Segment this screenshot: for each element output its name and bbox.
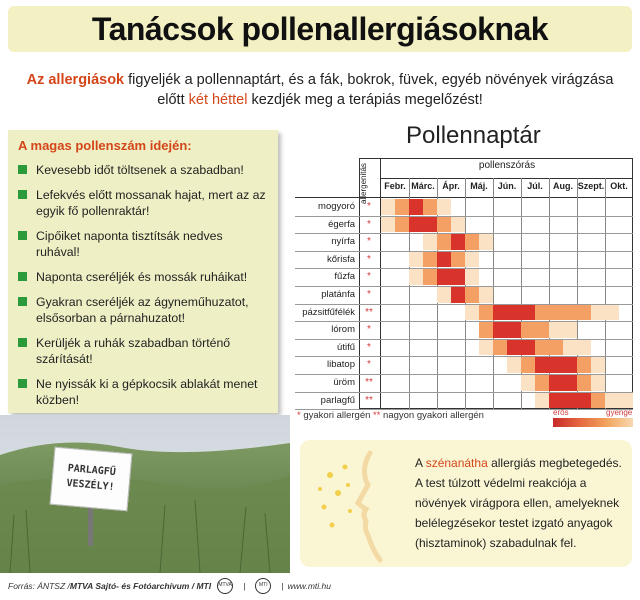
scale-strong-label: erős	[553, 408, 569, 417]
pollen-bar-segment	[591, 393, 605, 409]
intro-text	[20, 70, 620, 110]
pollen-bar-segment	[437, 234, 451, 250]
plant-label: útifű	[337, 341, 355, 353]
pollen-bar-segment	[381, 217, 395, 233]
single-star-icon: *	[297, 410, 301, 421]
pollen-bar-segment	[423, 234, 437, 250]
green-bullet-icon	[18, 338, 27, 347]
month-label: Szept.	[577, 181, 605, 191]
grid-header-bottom	[295, 197, 633, 198]
pollen-bar-segment	[409, 199, 423, 215]
scale-weak-label: gyenge	[606, 408, 633, 417]
tip-item: Naponta cseréljék és mossák ruháikat!	[18, 269, 268, 285]
intensity-scale-bar	[553, 418, 633, 427]
pollen-bar-segment	[521, 357, 535, 373]
pollen-bar-segment	[479, 340, 493, 356]
allergen-marker: *	[367, 253, 371, 265]
pollen-bar-segment	[563, 340, 577, 356]
pollen-bar-segment	[423, 199, 437, 215]
source-label: Forrás: ÁNTSZ /	[8, 581, 70, 591]
allergen-marker: *	[367, 289, 371, 300]
hayfever-term: szénanátha	[425, 456, 488, 470]
pollen-bar-segment	[437, 217, 451, 233]
pollen-bar-segment	[423, 217, 437, 233]
tip-item: Ne nyissák ki a gépkocsik ablakát menet közben!	[18, 376, 268, 408]
tips-heading: A magas pollenszám idején:	[18, 138, 192, 153]
intro-highlight-two-weeks: két héttel	[188, 92, 248, 108]
pollen-bar-segment	[507, 322, 521, 338]
legend-single: gyakori allergén	[303, 410, 371, 421]
legend-double: nagyon gyakori allergén	[383, 410, 484, 421]
plant-label: platánfa	[321, 289, 355, 300]
hayfever-body: A test túlzott védelmi reakciója a növények virágpora ellen, amelyeknek belélegzésekor testet izgató anyagok (hisztaminok) szabadulnak fel.	[415, 476, 620, 550]
allergen-marker: *	[367, 359, 371, 371]
allergen-marker: **	[365, 394, 373, 406]
plant-label: libatop	[327, 359, 355, 371]
footer: Forrás: ÁNTSZ / MTVA Sajtó- és Fotóarchívum / MTI MTVA | MTI | www.mti.hu	[8, 575, 632, 597]
green-bullet-icon	[18, 165, 27, 174]
tips-list	[18, 162, 268, 408]
tip-item: Lefekvés előtt mossanak hajat, mert az az egyik fő pollenraktár!	[18, 187, 268, 219]
chart-title: Pollennaptár	[406, 122, 541, 149]
pollen-bar-segment	[535, 357, 549, 373]
pollen-bar-segment	[577, 357, 591, 373]
pollen-bar-segment	[409, 252, 423, 268]
pollen-bar-segment	[535, 393, 549, 409]
allergen-marker: *	[367, 218, 371, 230]
month-label: Máj.	[470, 181, 488, 191]
mtva-logo-icon: MTVA	[217, 578, 233, 594]
pollen-bar-segment	[563, 322, 577, 338]
pollen-bar-segment	[577, 375, 591, 391]
pollen-bar-segment	[535, 375, 549, 391]
plant-label: nyírfa	[331, 236, 355, 248]
pollen-bar-segment	[423, 252, 437, 268]
plant-label: pázsitfűfélék	[302, 306, 355, 318]
pollen-bar-segment	[521, 305, 535, 321]
month-label: Júl.	[527, 181, 543, 191]
agency-credit: MTVA Sajtó- és Fotóarchívum / MTI	[69, 581, 212, 591]
plant-label: lórom	[331, 324, 355, 336]
title-bar	[8, 6, 632, 52]
allergen-marker: *	[367, 236, 371, 248]
pollen-bar-segment	[577, 393, 591, 409]
pollen-bar-segment	[549, 375, 563, 391]
pollen-bar-segment	[409, 269, 423, 285]
green-bullet-icon	[18, 190, 27, 199]
pollen-bar-segment	[451, 234, 465, 250]
month-label: Febr.	[384, 181, 406, 191]
plant-label: fűzfa	[334, 271, 355, 283]
pollen-bar-segment	[605, 393, 619, 409]
pollen-bar-segment	[437, 287, 451, 303]
pollen-bar-segment	[563, 375, 577, 391]
plant-label: parlagfű	[320, 394, 355, 406]
green-bullet-icon	[18, 231, 27, 240]
pollen-bar-segment	[437, 199, 451, 215]
pollen-bar-segment	[549, 305, 563, 321]
tip-item: Cipőiket naponta tisztítsák nedves ruhával!	[18, 228, 268, 260]
pollen-bar-segment	[549, 393, 563, 409]
green-bullet-icon	[18, 379, 27, 388]
pollen-bar-segment	[465, 252, 479, 268]
pollen-bar-segment	[465, 287, 479, 303]
grid-header-line	[381, 178, 633, 179]
allergen-marker: **	[365, 306, 373, 318]
pollen-bar-segment	[535, 340, 549, 356]
row-line	[295, 321, 633, 322]
pollen-bar-segment	[591, 375, 605, 391]
pollen-bar-segment	[605, 305, 619, 321]
pollen-bar-segment	[507, 340, 521, 356]
pollenszoras-header: pollenszórás	[478, 160, 536, 171]
pollen-bar-segment	[521, 375, 535, 391]
pollen-bar-segment	[577, 340, 591, 356]
pollen-bar-segment	[591, 357, 605, 373]
green-bullet-icon	[18, 297, 27, 306]
pollen-bar-segment	[395, 217, 409, 233]
tip-item: Gyakran cseréljék az ágyneműhuzatot, elsősorban a párnahuzatot!	[18, 294, 268, 326]
page-title: Tanácsok pollenallergiásoknak	[91, 10, 549, 47]
pollen-bar-segment	[507, 357, 521, 373]
pollen-calendar-chart	[295, 158, 633, 408]
pollen-bar-segment	[465, 269, 479, 285]
pollen-bar-segment	[563, 393, 577, 409]
tips-panel	[8, 130, 278, 413]
month-label: Okt.	[610, 181, 628, 191]
allergen-marker: *	[367, 271, 371, 283]
pollen-bar-segment	[521, 322, 535, 338]
footer-url[interactable]: www.mti.hu	[287, 581, 331, 591]
pollen-bar-segment	[507, 305, 521, 321]
pollen-bar-segment	[479, 305, 493, 321]
pollen-bar-segment	[451, 252, 465, 268]
pollen-bar-segment	[521, 340, 535, 356]
month-label: Aug.	[553, 181, 573, 191]
pollen-bar-segment	[549, 340, 563, 356]
pollen-bar-segment	[549, 357, 563, 373]
intro-body-2: kezdjék meg a terápiás megelőzést!	[247, 92, 483, 108]
month-label: Jún.	[497, 181, 517, 191]
sign-post	[88, 506, 93, 546]
plant-label: üröm	[333, 377, 355, 388]
pollen-bar-segment	[479, 234, 493, 250]
pollen-bar-segment	[465, 305, 479, 321]
intro-highlight-allergic: Az allergiások	[26, 72, 125, 88]
pollen-bar-segment	[493, 340, 507, 356]
pollen-bar-segment	[409, 217, 423, 233]
pollen-bar-segment	[563, 357, 577, 373]
pollen-bar-segment	[493, 305, 507, 321]
ragweed-field-photo	[0, 415, 290, 573]
pollen-bar-segment	[395, 199, 409, 215]
month-label: Ápr.	[442, 181, 460, 191]
double-star-icon: **	[373, 410, 381, 421]
pollen-bar-segment	[563, 305, 577, 321]
pollen-bar-segment	[437, 269, 451, 285]
hayfever-text: A szénanátha allergiás megbetegedés. A test túlzott védelmi reakciója a növények virágpora ellen, amelyeknek belélegzésekor testet izgató anyagok (hisztaminok) szabadulnak fel.	[415, 456, 622, 550]
allergenitas-header: allergenitás	[359, 163, 368, 204]
tip-item: Kevesebb időt töltsenek a szabadban!	[18, 162, 268, 178]
pollen-face-illustration	[310, 445, 410, 565]
green-bullet-icon	[18, 272, 27, 281]
pollen-bar-segment	[451, 269, 465, 285]
pollen-bar-segment	[535, 322, 549, 338]
plant-label: mogyoró	[318, 201, 355, 212]
allergen-marker: *	[367, 201, 371, 212]
pollen-bar-segment	[479, 287, 493, 303]
pollen-bar-segment	[535, 305, 549, 321]
pollen-bar-segment	[451, 217, 465, 233]
plant-label: égerfa	[328, 218, 355, 230]
allergen-marker: *	[367, 324, 371, 336]
pollen-bar-segment	[577, 305, 591, 321]
mti-logo-icon: MTI	[255, 578, 271, 594]
tip-item: Kerüljék a ruhák szabadban történő szárítását!	[18, 335, 268, 367]
pollen-bar-segment	[591, 305, 605, 321]
month-label: Márc.	[411, 181, 435, 191]
pollen-bar-segment	[423, 269, 437, 285]
pollen-bar-segment	[493, 322, 507, 338]
allergen-marker: **	[365, 377, 373, 388]
plant-label: kőrisfa	[327, 253, 355, 265]
pollen-bar-segment	[619, 393, 633, 409]
pollen-bar-segment	[451, 287, 465, 303]
intro-body-1: figyeljék a pollennaptárt, és a fák, bokrok, füvek, egyéb növények virágzása előtt	[124, 72, 614, 108]
ragweed-warning-sign: PARLAGFŰ VESZÉLY!	[50, 447, 133, 512]
pollen-bar-segment	[549, 322, 563, 338]
pollen-bar-segment	[437, 252, 451, 268]
pollen-bar-segment	[465, 234, 479, 250]
grid-divider	[380, 158, 381, 409]
pollen-bar-segment	[381, 199, 395, 215]
allergen-marker: *	[367, 341, 371, 353]
pollen-bar-segment	[479, 322, 493, 338]
